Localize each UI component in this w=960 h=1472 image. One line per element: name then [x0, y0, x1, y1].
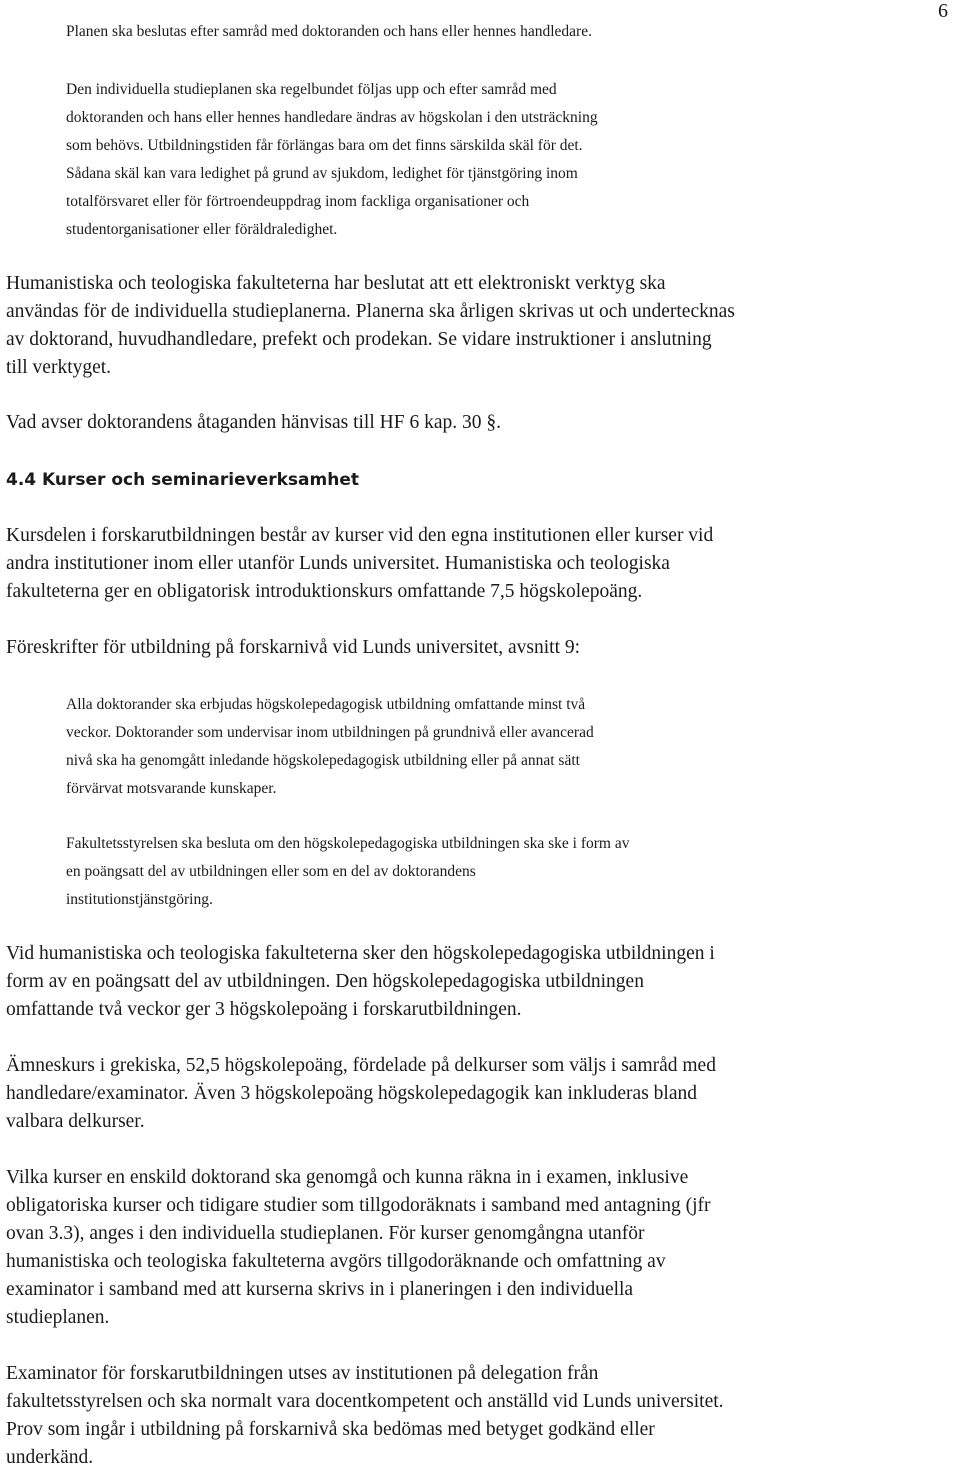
text-line: som behövs. Utbildningstiden får förlängas bara om det finns särskilda skäl för det.: [66, 137, 583, 154]
paragraph-electronic-tool: [6, 270, 866, 382]
text-line: Prov som ingår i utbildning på forskarnivå ska bedömas med betyget godkänd eller: [6, 1419, 655, 1440]
text-line: Alla doktorander ska erbjudas högskolepedagogisk utbildning omfattande minst två: [66, 696, 586, 713]
paragraph-course-selection: [6, 1164, 866, 1332]
text-line: fakulteterna ger en obligatorisk introduktionskurs omfattande 7,5 högskolepoäng.: [6, 581, 643, 602]
text-line: Föreskrifter för utbildning på forskarnivå vid Lunds universitet, avsnitt 9:: [6, 637, 581, 658]
page-number: 6: [938, 0, 948, 22]
text-line: Planen ska beslutas efter samråd med doktoranden och hans eller hennes handledare.: [66, 23, 592, 40]
text-line: studieplanen.: [6, 1307, 110, 1328]
text-line: studentorganisationer eller föräldraledighet.: [66, 221, 338, 238]
paragraph-greek-subject-course: [6, 1052, 866, 1136]
text-line: nivå ska ha genomgått inledande högskolepedagogisk utbildning eller på annat sätt: [66, 752, 580, 769]
text-line: Vid humanistiska och teologiska fakulteterna sker den högskolepedagogiska utbildningen i: [6, 943, 715, 964]
text-line: institutionstjänstgöring.: [66, 891, 213, 908]
text-line: Vilka kurser en enskild doktorand ska genomgå och kunna räkna in i examen, inklusive: [6, 1167, 689, 1188]
text-line: underkänd.: [6, 1447, 94, 1468]
text-line: obligatoriska kurser och tidigare studier som tillgodoräknats i samband med antagning (jfr: [6, 1195, 711, 1216]
text-line: Humanistiska och teologiska fakulteterna har beslutat att ett elektroniskt verktyg ska: [6, 273, 666, 294]
text-line: Sådana skäl kan vara ledighet på grund av sjukdom, ledighet för tjänstgöring inom: [66, 165, 578, 182]
text-line: veckor. Doktorander som undervisar inom utbildningen på grundnivå eller avancerad: [66, 724, 594, 741]
text-line: av doktorand, huvudhandledare, prefekt och prodekan. Se vidare instruktioner i anslutning: [6, 329, 712, 350]
paragraph-course-part: [6, 522, 866, 606]
text-line: fakultetsstyrelsen och ska normalt vara docentkompetent och anställd vid Lunds universitet.: [6, 1391, 724, 1412]
text-line: Kursdelen i forskarutbildningen består av kurser vid den egna institutionen eller kurser vid: [6, 525, 714, 546]
paragraph-regulations-intro: [6, 634, 866, 662]
text-line: totalförsvaret eller för förtroendeuppdrag inom fackliga organisationer och: [66, 193, 530, 210]
text-line: Ämneskurs i grekiska, 52,5 högskolepoäng, fördelade på delkurser som väljs i samråd med: [6, 1055, 716, 1076]
text-line: andra institutioner inom eller utanför Lunds universitet. Humanistiska och teologiska: [6, 553, 670, 574]
text-line: en poängsatt del av utbildningen eller som en del av doktorandens: [66, 863, 476, 880]
text-line: valbara delkurser.: [6, 1111, 145, 1132]
text-line: Den individuella studieplanen ska regelbundet följas upp och efter samråd med: [66, 81, 557, 98]
text-line: Examinator för forskarutbildningen utses av institutionen på delegation från: [6, 1363, 599, 1384]
text-line: ovan 3.3), anges i den individuella studieplanen. För kurser genomgångna utanför: [6, 1223, 645, 1244]
paragraph-individual-plan-decision: [66, 18, 746, 46]
quote-faculty-board: [66, 830, 756, 914]
text-line: form av en poängsatt del av utbildningen. Den högskolepedagogiska utbildningen: [6, 971, 644, 992]
text-line: användas för de individuella studieplanerna. Planerna ska årligen skrivas ut och undertecknas: [6, 301, 735, 322]
paragraph-examiner: [6, 1360, 866, 1472]
quote-pedagogical-training: [66, 691, 756, 803]
text-line: Fakultetsstyrelsen ska besluta om den högskolepedagogiska utbildningen ska ske i form av: [66, 835, 630, 852]
text-line: förvärvat motsvarande kunskaper.: [66, 780, 277, 797]
text-line: doktoranden och hans eller hennes handledare ändras av högskolan i den utsträckning: [66, 109, 598, 126]
text-line: humanistiska och teologiska fakulteterna avgörs tillgodoräknande och omfattning av: [6, 1251, 666, 1272]
section-heading: 4.4 Kurser och seminarieverksamhet: [6, 470, 359, 490]
text-line: till verktyget.: [6, 357, 112, 378]
paragraph-pedagogical-credits: [6, 940, 866, 1024]
text-line: examinator i samband med att kurserna skrivs in i planeringen i den individuella: [6, 1279, 634, 1300]
text-line: handledare/examinator. Även 3 högskolepoäng högskolepedagogik kan inkluderas bland: [6, 1083, 697, 1104]
paragraph-study-plan-followup: [66, 76, 746, 244]
paragraph-doctoral-obligations: [6, 409, 866, 437]
text-line: Vad avser doktorandens åtaganden hänvisas till HF 6 kap. 30 §.: [6, 412, 501, 433]
text-line: omfattande två veckor ger 3 högskolepoäng i forskarutbildningen.: [6, 999, 522, 1020]
